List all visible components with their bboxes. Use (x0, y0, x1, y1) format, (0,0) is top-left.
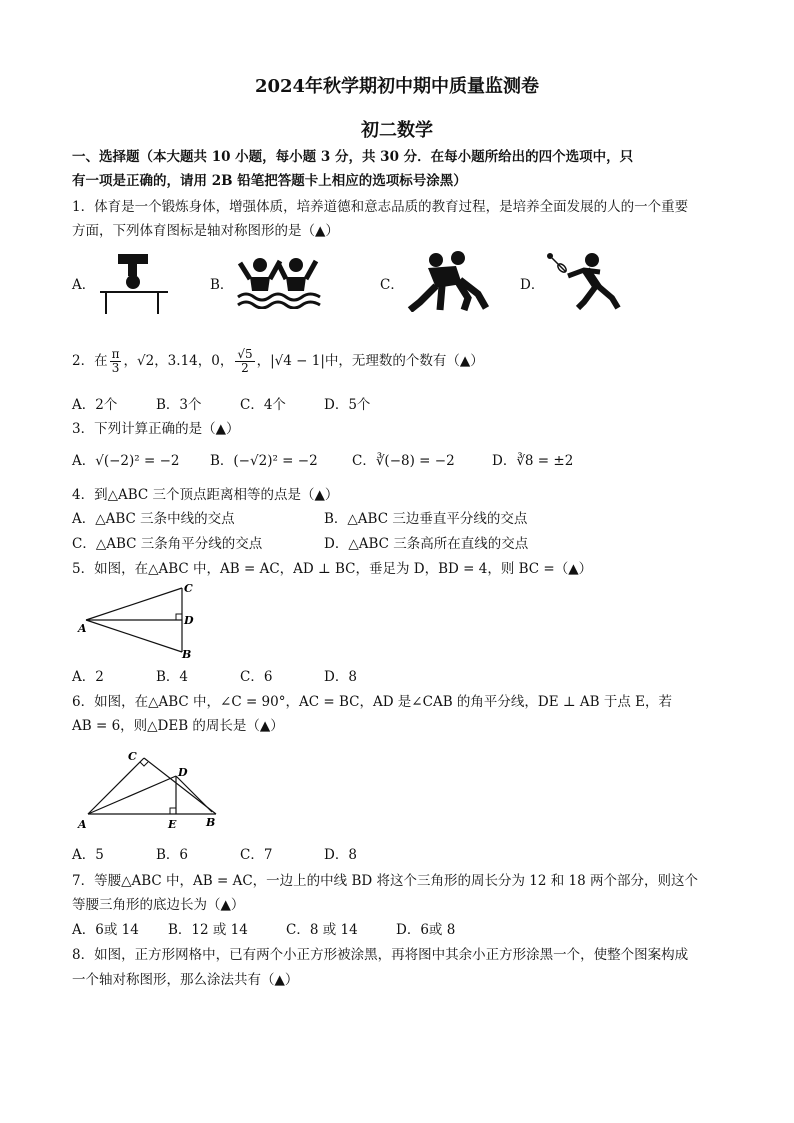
q4-option-c: C．△ABC 三条角平分线的交点 (72, 536, 263, 552)
q2-option-c: C．4个 (240, 397, 286, 413)
wrestling-icon (406, 250, 490, 312)
q4-option-d: D．△ABC 三条高所在直线的交点 (324, 536, 529, 552)
q5-label-d: D (184, 614, 194, 627)
q6-label-b: B (206, 816, 216, 829)
q6-label-e: E (168, 818, 177, 831)
gymnastics-icon (96, 252, 172, 316)
q3-stem: 3．下列计算正确的是（▲） (72, 421, 240, 437)
q7-option-b: B．12 或 14 (168, 922, 248, 938)
page-subtitle: 初二数学 (361, 120, 433, 141)
q2-sqrt5-denominator: 2 (241, 361, 249, 375)
q6-label-d: D (178, 766, 188, 779)
q5-label-a: A (78, 622, 87, 635)
q2-numbers: ，3.14，0， (154, 353, 234, 369)
q6-stem-line2: AB = 6，则△DEB 的周长是（▲） (72, 718, 284, 734)
q8-stem-line2: 一个轴对称图形，那么涂法共有（▲） (72, 972, 299, 988)
q5-option-a: A．2 (72, 669, 104, 685)
q2-option-a: A．2个 (72, 397, 118, 413)
q5-stem: 5．如图，在△ABC 中，AB = AC，AD ⊥ BC，垂足为 D，BD = 4，则 BC =（▲） (72, 561, 593, 577)
q1-stem-line1: 1．体育是一个锻炼身体，增强体质，培养道德和意志品质的教育过程，是培养全面发展的人的一个重要 (72, 199, 689, 215)
q2-stem (72, 348, 484, 375)
q7-option-a: A．6或 14 (72, 922, 139, 938)
q1-option-d-label: D． (520, 277, 545, 293)
q6-label-c: C (128, 750, 137, 763)
q7-stem-line2: 等腰三角形的底边长为（▲） (72, 897, 245, 913)
q6-stem-line1: 6．如图，在△ABC 中，∠C = 90°，AC = BC，AD 是∠CAB 的角平分线，DE ⊥ AB 于点 E，若 (72, 694, 672, 710)
q6-option-a: A．5 (72, 847, 104, 863)
q5-option-d: D．8 (324, 669, 357, 685)
q5-label-c: C (184, 582, 193, 595)
q1-option-b-label: B． (210, 277, 234, 293)
q2-option-d: D．5个 (324, 397, 371, 413)
q6-label-a: A (78, 818, 87, 831)
q1-option-a-label: A． (72, 277, 96, 293)
q2-sqrt5-over-2 (235, 348, 254, 375)
q3-option-d: D．∛8 = ±2 (492, 453, 574, 469)
q2-sqrt2: √2 (136, 353, 155, 369)
q3-option-b: B．(−√2)² = −2 (210, 453, 318, 469)
q2-sep2: ， (256, 353, 271, 369)
q2-pi-denominator: 3 (111, 361, 120, 375)
q6-option-c: C．7 (240, 847, 273, 863)
q1-stem-line2: 方面，下列体育图标是轴对称图形的是（▲） (72, 223, 339, 239)
badminton-icon (544, 250, 624, 312)
q7-option-c: C．8 或 14 (286, 922, 358, 938)
q2-sep1: ， (123, 353, 137, 369)
q4-stem: 4．到△ABC 三个顶点距离相等的点是（▲） (72, 487, 339, 503)
q5-label-b: B (182, 648, 192, 660)
q2-sqrt5-numerator: √5 (237, 347, 253, 361)
q8-stem-line1: 8．如图，正方形网格中，已有两个小正方形被涂黑，再将图中其余小正方形涂黑一个，使整个图案构成 (72, 947, 689, 963)
q2-abs-expression: |√4 − 1| (270, 353, 325, 369)
q5-option-b: B．4 (156, 669, 189, 685)
section-heading-line1: 一、选择题（本大题共 10 小题，每小题 3 分，共 30 分．在每小题所给出的四个选项中，只 (72, 149, 634, 165)
q2-pi-over-3 (110, 348, 122, 375)
q2-prefix: 2．在 (72, 353, 108, 369)
q2-pi-numerator: π (111, 347, 120, 361)
water-polo-icon (236, 255, 322, 309)
q1-option-c-label: C． (380, 277, 404, 293)
q6-option-d: D．8 (324, 847, 357, 863)
page-title: 2024年秋学期初中期中质量监测卷 (254, 76, 540, 97)
q5-triangle-figure (76, 580, 200, 660)
q4-option-b: B．△ABC 三边垂直平分线的交点 (324, 511, 528, 527)
q6-option-b: B．6 (156, 847, 189, 863)
q7-stem-line1: 7．等腰△ABC 中，AB = AC，一边上的中线 BD 将这个三角形的周长分为 12 和 18 两个部分，则这个 (72, 873, 699, 889)
q7-option-d: D．6或 8 (396, 922, 456, 938)
q5-option-c: C．6 (240, 669, 273, 685)
section-heading-line2: 有一项是正确的，请用 2B 铅笔把答题卡上相应的选项标号涂黑） (72, 173, 467, 189)
q2-suffix: 中，无理数的个数有（▲） (324, 353, 484, 369)
q4-option-a: A．△ABC 三条中线的交点 (72, 511, 235, 527)
q2-option-b: B．3个 (156, 397, 202, 413)
q6-triangle-figure (76, 746, 226, 832)
q3-option-c: C．∛(−8) = −2 (352, 453, 455, 469)
q3-option-a: A．√(−2)² = −2 (72, 453, 180, 469)
